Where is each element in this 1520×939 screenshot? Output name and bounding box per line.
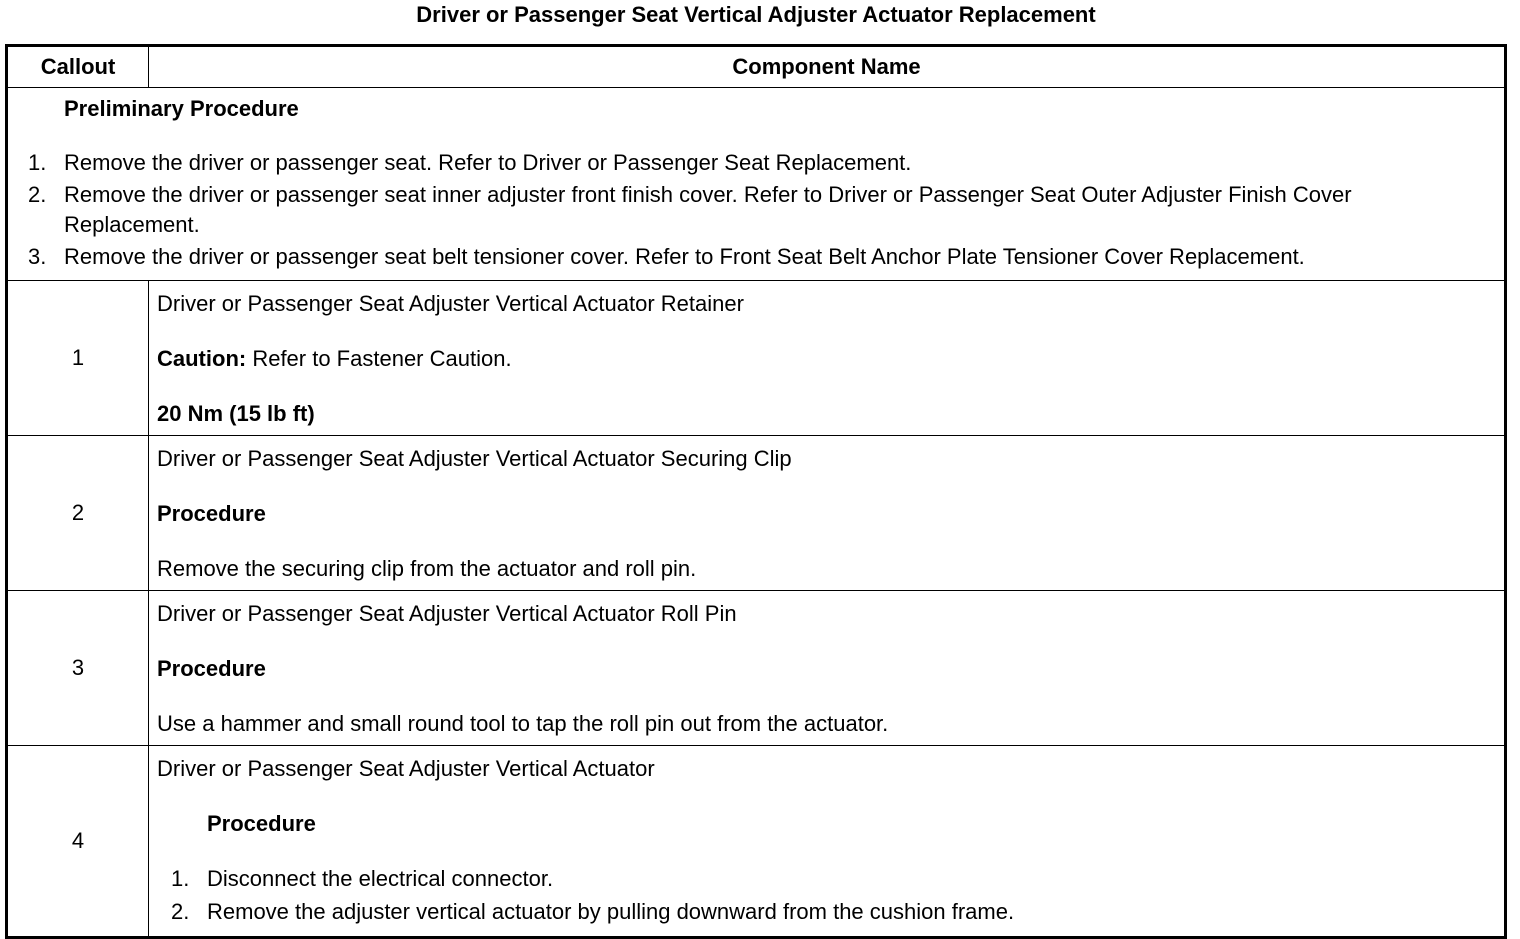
step-text: Remove the adjuster vertical actuator by pulling downward from the cushion frame. [207, 899, 1015, 924]
preliminary-steps-list [8, 148, 1504, 272]
table-row [7, 746, 1506, 938]
procedure-label: Procedure [157, 501, 266, 526]
step-text: Remove the driver or passenger seat. Refer to Driver or Passenger Seat Replacement. [64, 150, 912, 175]
document-title: Driver or Passenger Seat Vertical Adjuster Actuator Replacement [416, 2, 1096, 27]
component-cell [149, 591, 1506, 746]
table-row [7, 591, 1506, 746]
component-name: Driver or Passenger Seat Adjuster Vertical Actuator Roll Pin [157, 601, 737, 626]
step-number: 2. [28, 182, 47, 207]
procedure-table [5, 44, 1507, 939]
table-row [7, 281, 1506, 436]
table-header-row [7, 46, 1506, 88]
component-name: Driver or Passenger Seat Adjuster Vertical Actuator Retainer [157, 291, 744, 316]
caution-text: Refer to Fastener Caution. [246, 346, 512, 371]
step-number: 1. [171, 866, 190, 891]
preliminary-procedure-cell [7, 88, 1506, 281]
component-cell [149, 436, 1506, 591]
component-name: Driver or Passenger Seat Adjuster Vertical Actuator Securing Clip [157, 446, 792, 471]
component-name: Driver or Passenger Seat Adjuster Vertical Actuator [157, 756, 655, 781]
step-number: 2. [171, 899, 190, 924]
callout-number: 4 [7, 746, 149, 938]
preliminary-procedure-row [7, 88, 1506, 281]
torque-spec: 20 Nm (15 lb ft) [157, 401, 315, 426]
procedure-text: Use a hammer and small round tool to tap the roll pin out from the actuator. [157, 711, 889, 736]
callout-number: 1 [7, 281, 149, 436]
table-row [7, 436, 1506, 591]
component-cell [149, 281, 1506, 436]
callout-number: 3 [7, 591, 149, 746]
preliminary-step [8, 180, 1504, 240]
procedure-steps-list [157, 864, 1496, 927]
component-cell [149, 746, 1506, 938]
caution-label: Caution: [157, 346, 247, 371]
step-text: Remove the driver or passenger seat belt tensioner cover. Refer to Front Seat Belt Anchor Plate Tensioner Cover Replacement. [64, 244, 1305, 269]
caution-note [157, 344, 1496, 374]
callout-number: 2 [7, 436, 149, 591]
column-header-component-name: Component Name [149, 46, 1506, 88]
preliminary-step [8, 148, 1504, 178]
step-text: Remove the driver or passenger seat inner adjuster front finish cover. Refer to Driver or Passenger Seat Outer Adjuster Finish Cover Replacement. [64, 182, 1352, 237]
procedure-label: Procedure [157, 656, 266, 681]
step-text: Disconnect the electrical connector. [207, 866, 554, 891]
preliminary-procedure-heading: Preliminary Procedure [64, 96, 299, 121]
column-header-callout: Callout [7, 46, 149, 88]
procedure-text: Remove the securing clip from the actuator and roll pin. [157, 556, 697, 581]
procedure-step [157, 897, 1496, 927]
preliminary-step [8, 242, 1504, 272]
procedure-step [157, 864, 1496, 894]
step-number: 3. [28, 244, 47, 269]
step-number: 1. [28, 150, 47, 175]
procedure-label: Procedure [207, 811, 316, 836]
